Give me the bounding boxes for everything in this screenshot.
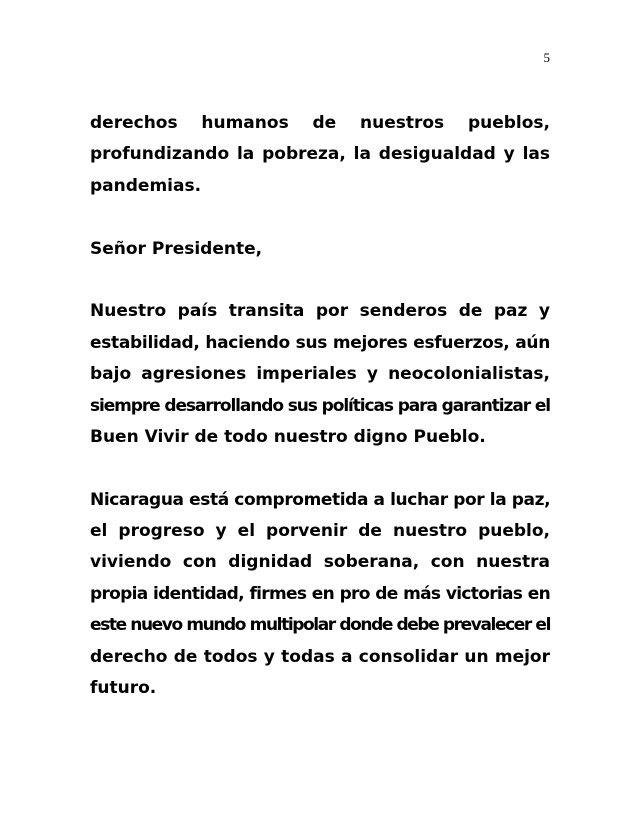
text-line: pandemias. <box>90 175 202 196</box>
text-line: este nuevo mundo multipolar donde debe prevalecer el <box>90 615 550 636</box>
paragraph-1 <box>90 108 550 202</box>
text-line: Nicaragua está comprometida a luchar por la paz, <box>90 489 551 510</box>
text-line: profundizando la pobreza, la desigualdad y las <box>90 144 550 165</box>
page-number: 5 <box>543 50 550 65</box>
text-line: Nuestro país transita por senderos de paz y <box>90 301 550 322</box>
text-line: Buen Vivir de todo nuestro digno Pueblo. <box>90 426 486 447</box>
text-line: estabilidad, haciendo sus mejores esfuerzos, aún <box>90 332 550 353</box>
paragraph-2 <box>90 234 550 265</box>
text-line: propia identidad, firmes en pro de más victorias en <box>90 583 550 604</box>
text-line: viviendo con dignidad soberana, con nuestra <box>90 552 550 573</box>
paragraph-gap <box>90 265 550 296</box>
text-line: siempre desarrollando sus políticas para garantizar el <box>90 395 550 416</box>
paragraph-3 <box>90 296 550 453</box>
paragraph-gap <box>90 202 550 233</box>
salutation: Señor Presidente, <box>90 238 263 259</box>
text-line: derecho de todos y todas a consolidar un mejor <box>90 646 550 667</box>
text-line: bajo agresiones imperiales y neocolonialistas, <box>90 364 550 385</box>
paragraph-4 <box>90 485 550 705</box>
text-line: derechos humanos de nuestros pueblos, <box>90 113 550 133</box>
paragraph-gap <box>90 453 550 484</box>
document-body <box>90 108 550 704</box>
text-line: el progreso y el porvenir de nuestro pueblo, <box>90 521 550 542</box>
text-line: futuro. <box>90 678 157 699</box>
